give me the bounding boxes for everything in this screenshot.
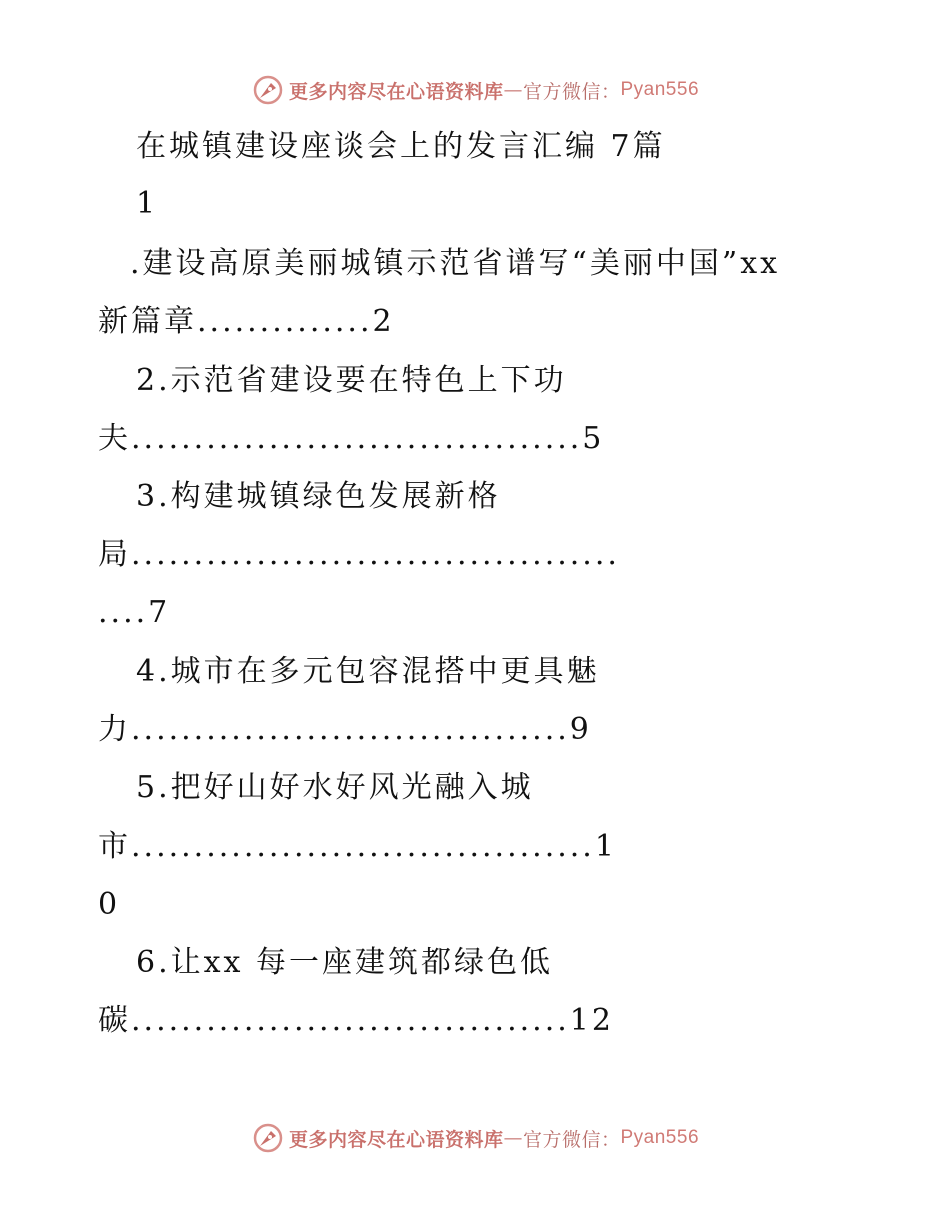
toc-line: 市.....................................1: [98, 829, 617, 864]
watermark-wechat-id: Pyan556: [620, 1127, 700, 1148]
toc-line: 夫....................................5: [98, 421, 605, 456]
pen-nib-logo-icon: [251, 73, 285, 107]
toc-line: ....7: [98, 595, 171, 630]
toc-line: 5.把好山好水好风光融入城: [136, 770, 534, 805]
toc-line: 新篇章..............2: [98, 304, 395, 339]
watermark-brand-text: 更多内容尽在心语资料库: [288, 1128, 504, 1151]
watermark-dash: —: [503, 79, 523, 101]
toc-line: 局.......................................: [98, 537, 620, 572]
toc-line: 4.城市在多元包容混搭中更具魅: [136, 654, 600, 689]
watermark-wechat-label: 官方微信：: [522, 80, 621, 103]
toc-line: 1: [136, 186, 159, 221]
watermark-wechat-id: Pyan556: [620, 79, 700, 100]
pen-nib-logo-icon: [251, 1121, 285, 1155]
toc-line: 力...................................9: [98, 712, 592, 747]
watermark-brand-text: 更多内容尽在心语资料库: [288, 80, 504, 103]
toc-line: 3.构建城镇绿色发展新格: [136, 479, 501, 514]
watermark-banner-bottom: [0, 1118, 950, 1158]
watermark-dash: —: [503, 1127, 523, 1149]
toc-line: 6.让xx 每一座建筑都绿色低: [136, 945, 553, 980]
document-title: 在城镇建设座谈会上的发言汇编 7篇: [136, 129, 666, 164]
toc-line: 碳...................................12: [98, 1003, 614, 1038]
watermark-banner-top: [0, 70, 950, 110]
toc-line: 0: [98, 887, 121, 922]
toc-line: .建设高原美丽城镇示范省谱写“美丽中国”xx: [130, 246, 781, 281]
watermark-wechat-label: 官方微信：: [522, 1128, 621, 1151]
toc-line: 2.示范省建设要在特色上下功: [136, 363, 567, 398]
